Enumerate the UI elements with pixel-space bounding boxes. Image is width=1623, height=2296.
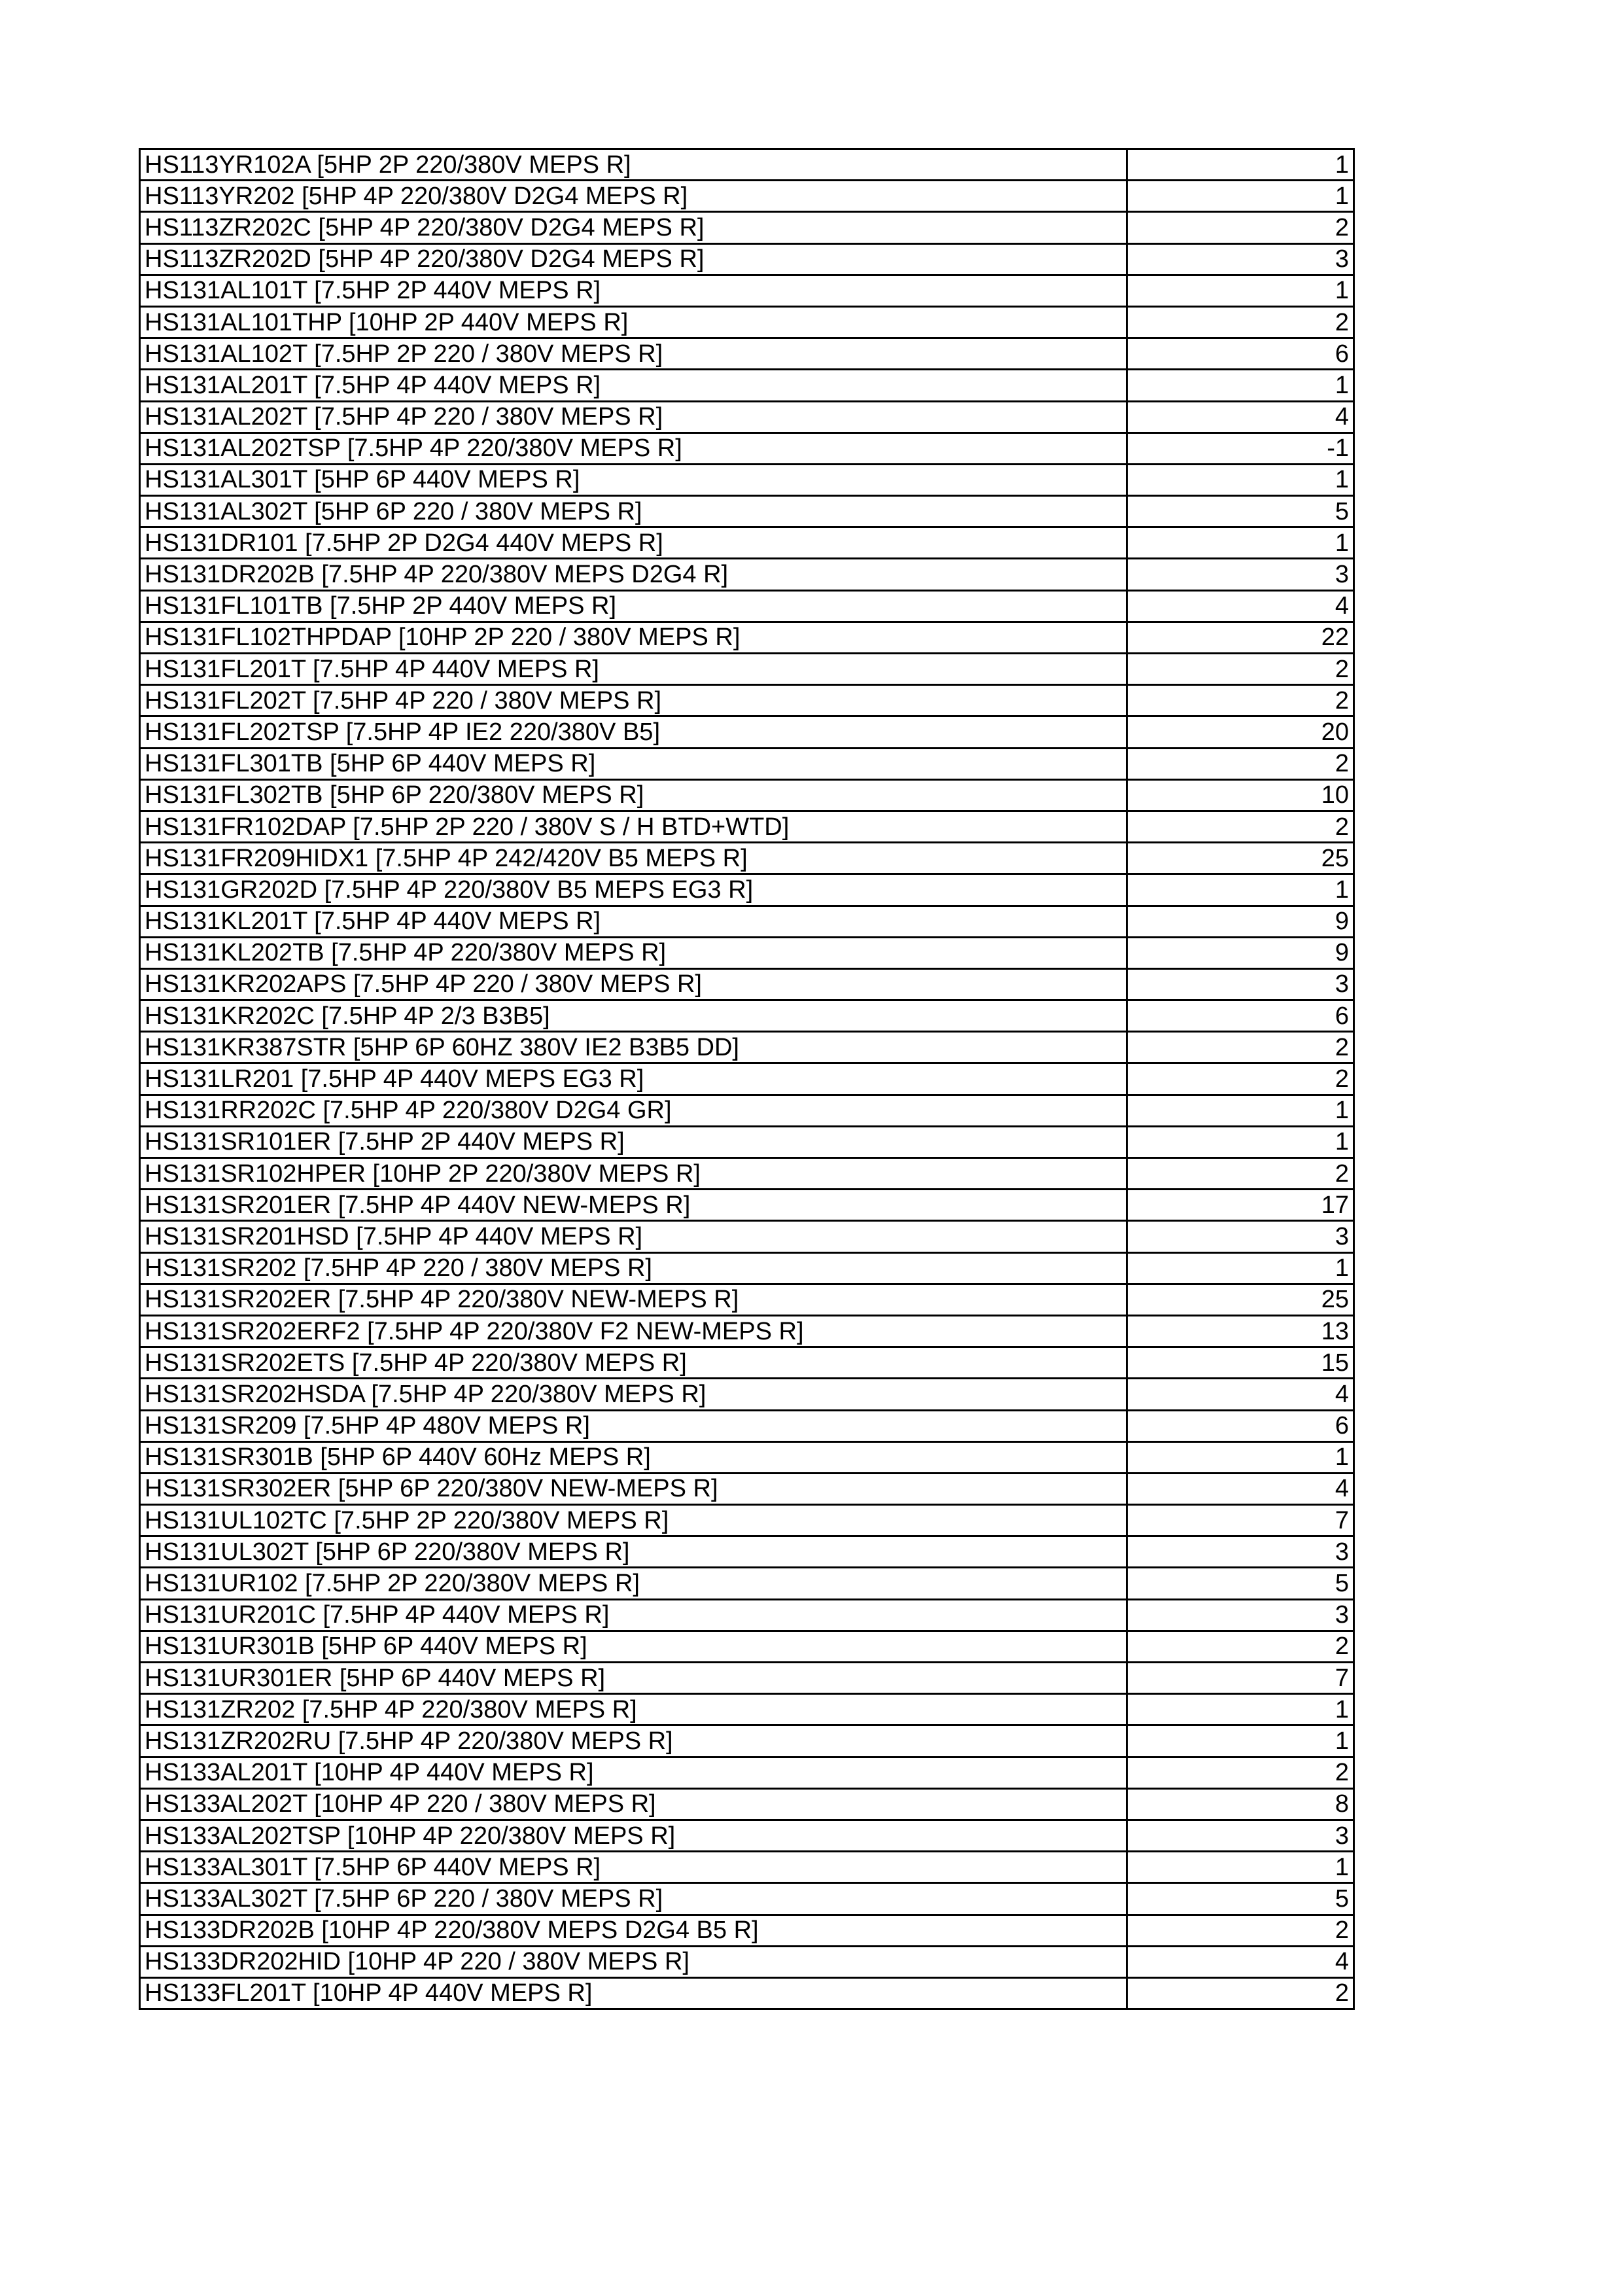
table-row: [140, 559, 1354, 590]
table-row: [140, 1946, 1354, 1977]
product-description-cell: HS131KR202APS [7.5HP 4P 220 / 380V MEPS R]: [140, 968, 1127, 1000]
product-description-cell: HS131RR202C [7.5HP 4P 220/380V D2G4 GR]: [140, 1095, 1127, 1126]
product-description-cell: HS131SR202ETS [7.5HP 4P 220/380V MEPS R]: [140, 1347, 1127, 1379]
quantity-cell: 3: [1127, 1221, 1354, 1252]
product-description-cell: HS131SR301B [5HP 6P 440V 60Hz MEPS R]: [140, 1441, 1127, 1473]
inventory-table-body: [140, 149, 1354, 2009]
quantity-cell: 3: [1127, 1820, 1354, 1851]
quantity-cell: 2: [1127, 306, 1354, 338]
table-row: [140, 1000, 1354, 1032]
table-row: [140, 937, 1354, 968]
table-row: [140, 433, 1354, 464]
product-description-cell: HS131AL301T [5HP 6P 440V MEPS R]: [140, 464, 1127, 495]
table-row: [140, 1410, 1354, 1441]
table-row: [140, 275, 1354, 306]
table-row: [140, 1126, 1354, 1157]
product-description-cell: HS133AL202T [10HP 4P 220 / 380V MEPS R]: [140, 1788, 1127, 1820]
table-row: [140, 243, 1354, 275]
product-description-cell: HS131AL101T [7.5HP 2P 440V MEPS R]: [140, 275, 1127, 306]
product-description-cell: HS131SR102HPER [10HP 2P 220/380V MEPS R]: [140, 1158, 1127, 1190]
table-row: [140, 1315, 1354, 1347]
table-row: [140, 1977, 1354, 2009]
table-row: [140, 306, 1354, 338]
product-description-cell: HS131AL202TSP [7.5HP 4P 220/380V MEPS R]: [140, 433, 1127, 464]
quantity-cell: 3: [1127, 1599, 1354, 1631]
quantity-cell: 25: [1127, 843, 1354, 874]
product-description-cell: HS133DR202B [10HP 4P 220/380V MEPS D2G4 B5 R]: [140, 1915, 1127, 1946]
table-row: [140, 906, 1354, 937]
quantity-cell: 2: [1127, 811, 1354, 842]
table-row: [140, 1883, 1354, 1915]
quantity-cell: 2: [1127, 748, 1354, 779]
quantity-cell: 15: [1127, 1347, 1354, 1379]
product-description-cell: HS113YR102A [5HP 2P 220/380V MEPS R]: [140, 149, 1127, 181]
quantity-cell: 9: [1127, 937, 1354, 968]
product-description-cell: HS131SR101ER [7.5HP 2P 440V MEPS R]: [140, 1126, 1127, 1157]
quantity-cell: 5: [1127, 496, 1354, 527]
product-description-cell: HS131AL201T [7.5HP 4P 440V MEPS R]: [140, 370, 1127, 401]
product-description-cell: HS131SR201ER [7.5HP 4P 440V NEW-MEPS R]: [140, 1190, 1127, 1221]
quantity-cell: 6: [1127, 1000, 1354, 1032]
product-description-cell: HS131AL102T [7.5HP 2P 220 / 380V MEPS R]: [140, 338, 1127, 370]
table-row: [140, 1221, 1354, 1252]
quantity-cell: 13: [1127, 1315, 1354, 1347]
product-description-cell: HS133AL301T [7.5HP 6P 440V MEPS R]: [140, 1852, 1127, 1883]
quantity-cell: 1: [1127, 1095, 1354, 1126]
table-row: [140, 496, 1354, 527]
table-row: [140, 968, 1354, 1000]
quantity-cell: 2: [1127, 685, 1354, 716]
table-row: [140, 590, 1354, 622]
quantity-cell: 4: [1127, 1473, 1354, 1504]
product-description-cell: HS131KL202TB [7.5HP 4P 220/380V MEPS R]: [140, 937, 1127, 968]
quantity-cell: 7: [1127, 1663, 1354, 1694]
product-description-cell: HS131FL202T [7.5HP 4P 220 / 380V MEPS R]: [140, 685, 1127, 716]
product-description-cell: HS113YR202 [5HP 4P 220/380V D2G4 MEPS R]: [140, 181, 1127, 212]
product-description-cell: HS131FR209HIDX1 [7.5HP 4P 242/420V B5 MEPS R]: [140, 843, 1127, 874]
quantity-cell: 3: [1127, 968, 1354, 1000]
product-description-cell: HS131KL201T [7.5HP 4P 440V MEPS R]: [140, 906, 1127, 937]
quantity-cell: 2: [1127, 1063, 1354, 1095]
product-description-cell: HS131AL302T [5HP 6P 220 / 380V MEPS R]: [140, 496, 1127, 527]
inventory-table: [139, 148, 1355, 2010]
quantity-cell: 2: [1127, 1631, 1354, 1662]
table-row: [140, 1852, 1354, 1883]
product-description-cell: HS131SR302ER [5HP 6P 220/380V NEW-MEPS R]: [140, 1473, 1127, 1504]
table-row: [140, 685, 1354, 716]
product-description-cell: HS131FL201T [7.5HP 4P 440V MEPS R]: [140, 654, 1127, 685]
quantity-cell: 6: [1127, 338, 1354, 370]
quantity-cell: 4: [1127, 401, 1354, 433]
product-description-cell: HS133AL201T [10HP 4P 440V MEPS R]: [140, 1757, 1127, 1788]
quantity-cell: 4: [1127, 1379, 1354, 1410]
quantity-cell: 9: [1127, 906, 1354, 937]
product-description-cell: HS131ZR202RU [7.5HP 4P 220/380V MEPS R]: [140, 1725, 1127, 1757]
quantity-cell: 3: [1127, 559, 1354, 590]
product-description-cell: HS133DR202HID [10HP 4P 220 / 380V MEPS R]: [140, 1946, 1127, 1977]
table-row: [140, 1820, 1354, 1851]
table-row: [140, 338, 1354, 370]
product-description-cell: HS131FR102DAP [7.5HP 2P 220 / 380V S / H BTD+WTD]: [140, 811, 1127, 842]
quantity-cell: 10: [1127, 779, 1354, 811]
table-row: [140, 1915, 1354, 1946]
quantity-cell: 22: [1127, 622, 1354, 653]
table-row: [140, 1063, 1354, 1095]
table-row: [140, 716, 1354, 748]
quantity-cell: 8: [1127, 1788, 1354, 1820]
product-description-cell: HS131SR202ERF2 [7.5HP 4P 220/380V F2 NEW-MEPS R]: [140, 1315, 1127, 1347]
product-description-cell: HS131ZR202 [7.5HP 4P 220/380V MEPS R]: [140, 1694, 1127, 1725]
product-description-cell: HS131GR202D [7.5HP 4P 220/380V B5 MEPS EG3 R]: [140, 874, 1127, 906]
table-row: [140, 1725, 1354, 1757]
table-row: [140, 622, 1354, 653]
quantity-cell: 2: [1127, 1032, 1354, 1063]
table-row: [140, 1631, 1354, 1662]
table-row: [140, 370, 1354, 401]
table-row: [140, 1379, 1354, 1410]
quantity-cell: -1: [1127, 433, 1354, 464]
product-description-cell: HS133AL202TSP [10HP 4P 220/380V MEPS R]: [140, 1820, 1127, 1851]
quantity-cell: 17: [1127, 1190, 1354, 1221]
quantity-cell: 6: [1127, 1410, 1354, 1441]
quantity-cell: 5: [1127, 1883, 1354, 1915]
product-description-cell: HS131SR202HSDA [7.5HP 4P 220/380V MEPS R]: [140, 1379, 1127, 1410]
table-row: [140, 654, 1354, 685]
product-description-cell: HS133AL302T [7.5HP 6P 220 / 380V MEPS R]: [140, 1883, 1127, 1915]
quantity-cell: 1: [1127, 149, 1354, 181]
table-row: [140, 779, 1354, 811]
table-row: [140, 1505, 1354, 1536]
quantity-cell: 1: [1127, 275, 1354, 306]
table-row: [140, 1095, 1354, 1126]
table-row: [140, 212, 1354, 243]
quantity-cell: 1: [1127, 1694, 1354, 1725]
product-description-cell: HS133FL201T [10HP 4P 440V MEPS R]: [140, 1977, 1127, 2009]
table-row: [140, 1252, 1354, 1284]
table-row: [140, 1757, 1354, 1788]
table-row: [140, 748, 1354, 779]
table-row: [140, 464, 1354, 495]
product-description-cell: HS131UR301B [5HP 6P 440V MEPS R]: [140, 1631, 1127, 1662]
quantity-cell: 1: [1127, 181, 1354, 212]
product-description-cell: HS131UL302T [5HP 6P 220/380V MEPS R]: [140, 1536, 1127, 1568]
quantity-cell: 1: [1127, 1252, 1354, 1284]
product-description-cell: HS131FL101TB [7.5HP 2P 440V MEPS R]: [140, 590, 1127, 622]
quantity-cell: 2: [1127, 1915, 1354, 1946]
product-description-cell: HS131FL202TSP [7.5HP 4P IE2 220/380V B5]: [140, 716, 1127, 748]
product-description-cell: HS131KR202C [7.5HP 4P 2/3 B3B5]: [140, 1000, 1127, 1032]
quantity-cell: 3: [1127, 1536, 1354, 1568]
quantity-cell: 20: [1127, 716, 1354, 748]
quantity-cell: 1: [1127, 464, 1354, 495]
table-row: [140, 1158, 1354, 1190]
product-description-cell: HS131FL301TB [5HP 6P 440V MEPS R]: [140, 748, 1127, 779]
table-row: [140, 401, 1354, 433]
table-row: [140, 527, 1354, 559]
table-row: [140, 1032, 1354, 1063]
table-row: [140, 1568, 1354, 1599]
quantity-cell: 1: [1127, 1852, 1354, 1883]
table-row: [140, 1599, 1354, 1631]
product-description-cell: HS113ZR202D [5HP 4P 220/380V D2G4 MEPS R]: [140, 243, 1127, 275]
quantity-cell: 2: [1127, 212, 1354, 243]
product-description-cell: HS131KR387STR [5HP 6P 60HZ 380V IE2 B3B5 DD]: [140, 1032, 1127, 1063]
product-description-cell: HS131FL302TB [5HP 6P 220/380V MEPS R]: [140, 779, 1127, 811]
quantity-cell: 1: [1127, 527, 1354, 559]
product-description-cell: HS131DR202B [7.5HP 4P 220/380V MEPS D2G4 R]: [140, 559, 1127, 590]
table-row: [140, 1441, 1354, 1473]
product-description-cell: HS131UR301ER [5HP 6P 440V MEPS R]: [140, 1663, 1127, 1694]
table-row: [140, 874, 1354, 906]
quantity-cell: 2: [1127, 654, 1354, 685]
quantity-cell: 2: [1127, 1977, 1354, 2009]
product-description-cell: HS131UR201C [7.5HP 4P 440V MEPS R]: [140, 1599, 1127, 1631]
product-description-cell: HS131AL202T [7.5HP 4P 220 / 380V MEPS R]: [140, 401, 1127, 433]
product-description-cell: HS131UR102 [7.5HP 2P 220/380V MEPS R]: [140, 1568, 1127, 1599]
table-row: [140, 1473, 1354, 1504]
table-row: [140, 149, 1354, 181]
quantity-cell: 7: [1127, 1505, 1354, 1536]
table-row: [140, 1663, 1354, 1694]
table-row: [140, 181, 1354, 212]
quantity-cell: 5: [1127, 1568, 1354, 1599]
product-description-cell: HS131SR202ER [7.5HP 4P 220/380V NEW-MEPS R]: [140, 1284, 1127, 1315]
table-row: [140, 811, 1354, 842]
product-description-cell: HS131UL102TC [7.5HP 2P 220/380V MEPS R]: [140, 1505, 1127, 1536]
table-row: [140, 1190, 1354, 1221]
table-row: [140, 1788, 1354, 1820]
quantity-cell: 4: [1127, 1946, 1354, 1977]
quantity-cell: 1: [1127, 370, 1354, 401]
quantity-cell: 1: [1127, 874, 1354, 906]
product-description-cell: HS131LR201 [7.5HP 4P 440V MEPS EG3 R]: [140, 1063, 1127, 1095]
quantity-cell: 1: [1127, 1126, 1354, 1157]
table-row: [140, 1347, 1354, 1379]
product-description-cell: HS131FL102THPDAP [10HP 2P 220 / 380V MEPS R]: [140, 622, 1127, 653]
quantity-cell: 25: [1127, 1284, 1354, 1315]
quantity-cell: 2: [1127, 1757, 1354, 1788]
quantity-cell: 1: [1127, 1725, 1354, 1757]
table-row: [140, 843, 1354, 874]
product-description-cell: HS131SR202 [7.5HP 4P 220 / 380V MEPS R]: [140, 1252, 1127, 1284]
quantity-cell: 2: [1127, 1158, 1354, 1190]
table-row: [140, 1694, 1354, 1725]
quantity-cell: 1: [1127, 1441, 1354, 1473]
quantity-cell: 3: [1127, 243, 1354, 275]
product-description-cell: HS131AL101THP [10HP 2P 440V MEPS R]: [140, 306, 1127, 338]
product-description-cell: HS131SR209 [7.5HP 4P 480V MEPS R]: [140, 1410, 1127, 1441]
product-description-cell: HS131DR101 [7.5HP 2P D2G4 440V MEPS R]: [140, 527, 1127, 559]
product-description-cell: HS131SR201HSD [7.5HP 4P 440V MEPS R]: [140, 1221, 1127, 1252]
quantity-cell: 4: [1127, 590, 1354, 622]
table-row: [140, 1284, 1354, 1315]
table-row: [140, 1536, 1354, 1568]
product-description-cell: HS113ZR202C [5HP 4P 220/380V D2G4 MEPS R]: [140, 212, 1127, 243]
